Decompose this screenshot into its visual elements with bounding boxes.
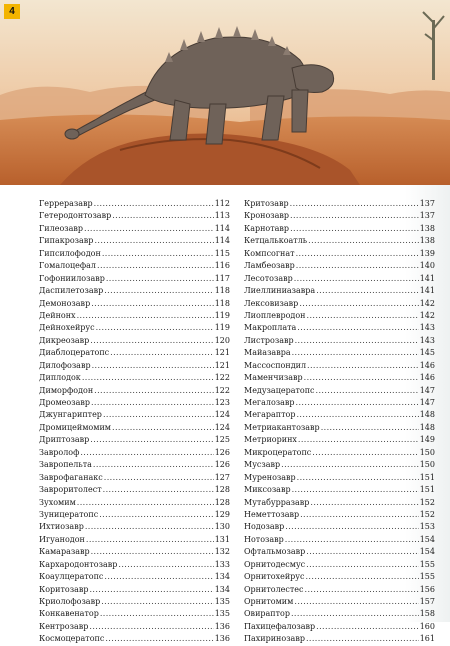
entry-page: 133 xyxy=(214,559,230,569)
entry-name: Метриакантозавр xyxy=(244,422,320,432)
entry-page: 137 xyxy=(419,211,435,221)
entry-page: 146 xyxy=(419,373,435,383)
index-entry xyxy=(39,397,230,409)
index-entry xyxy=(244,223,435,235)
dot-leader xyxy=(298,434,419,446)
index-entry xyxy=(244,571,435,583)
page-number-badge: 4 xyxy=(4,4,20,19)
index-entry xyxy=(39,347,230,359)
entry-page: 139 xyxy=(419,248,435,258)
entry-page: 128 xyxy=(214,485,230,495)
entry-page: 161 xyxy=(419,634,435,644)
dot-leader xyxy=(292,484,419,496)
entry-name: Офтальмозавр xyxy=(244,547,306,557)
entry-page: 138 xyxy=(419,223,435,233)
entry-name: Герреразавр xyxy=(39,199,93,208)
index-entry xyxy=(39,260,230,272)
entry-page: 158 xyxy=(419,609,435,619)
entry-name: Лесотозавр xyxy=(244,273,293,283)
index-entry xyxy=(244,385,435,397)
entry-name: Игуанодон xyxy=(39,534,85,544)
entry-page: 148 xyxy=(419,410,435,420)
entry-page: 127 xyxy=(214,472,230,482)
entry-name: Криолофозавр xyxy=(39,597,101,606)
dot-leader xyxy=(297,322,418,334)
dot-leader xyxy=(294,273,419,285)
dot-leader xyxy=(97,260,214,272)
entry-page: 124 xyxy=(214,422,230,432)
entry-name: Космоцератопс xyxy=(39,634,105,644)
index-column-right xyxy=(244,198,435,646)
entry-name: Диморфодон xyxy=(39,385,94,395)
index-entry xyxy=(39,322,230,334)
index-entry xyxy=(244,397,435,409)
index-entry xyxy=(244,372,435,384)
entry-page: 115 xyxy=(214,248,230,258)
dot-leader xyxy=(307,310,419,322)
index-entry xyxy=(244,633,435,645)
dot-leader xyxy=(294,596,418,608)
entry-name: Гетеродонтозавр xyxy=(39,211,112,221)
index-entry xyxy=(39,434,230,446)
entry-page: 136 xyxy=(214,634,230,644)
dot-leader xyxy=(90,434,213,446)
index-entry xyxy=(244,546,435,558)
dot-leader xyxy=(89,584,213,596)
entry-page: 130 xyxy=(214,522,230,532)
entry-page: 118 xyxy=(214,298,230,308)
entry-page: 126 xyxy=(214,447,230,457)
entry-name: Зухомим xyxy=(39,497,76,507)
dot-leader xyxy=(306,633,419,645)
index-column-left xyxy=(39,198,230,646)
index-entry xyxy=(244,434,435,446)
entry-page: 123 xyxy=(214,398,230,407)
dot-leader xyxy=(101,596,214,608)
entry-name: Массоспондил xyxy=(244,360,307,370)
dot-leader xyxy=(84,223,214,235)
index-entry xyxy=(244,360,435,372)
index-entry xyxy=(39,546,230,558)
index-entry xyxy=(244,521,435,533)
dot-leader xyxy=(93,459,214,471)
index-entry xyxy=(39,497,230,509)
entry-page: 112 xyxy=(214,199,230,208)
index-entry xyxy=(39,298,230,310)
entry-name: Диплодок xyxy=(39,373,81,383)
index-entry xyxy=(244,608,435,620)
entry-page: 150 xyxy=(419,460,435,470)
entry-name: Гомалоцефал xyxy=(39,261,96,271)
index-entry xyxy=(244,584,435,596)
entry-name: Гилеозавр xyxy=(39,223,84,233)
entry-page: 125 xyxy=(214,435,230,445)
entry-name: Завропельта xyxy=(39,460,92,470)
index-entry xyxy=(244,310,435,322)
entry-name: Орнитомим xyxy=(244,597,294,606)
entry-page: 132 xyxy=(214,547,230,557)
dot-leader xyxy=(91,298,214,310)
entry-name: Мегалозавр xyxy=(244,398,295,407)
dot-leader xyxy=(104,571,213,583)
entry-page: 149 xyxy=(419,435,435,445)
index-entry xyxy=(39,273,230,285)
index-entry xyxy=(39,198,230,210)
entry-name: Зуницератопс xyxy=(39,509,99,519)
index-entry xyxy=(244,447,435,459)
entry-page: 122 xyxy=(214,385,230,395)
dot-leader xyxy=(291,608,419,620)
dot-leader xyxy=(308,235,419,247)
index-entry xyxy=(39,385,230,397)
entry-name: Кархародонтозавр xyxy=(39,559,118,569)
entry-name: Мусзавр xyxy=(244,460,281,470)
entry-page: 154 xyxy=(419,534,435,544)
index-entry xyxy=(39,621,230,633)
entry-page: 153 xyxy=(419,522,435,532)
entry-name: Камаразавр xyxy=(39,547,90,557)
index-entry xyxy=(39,584,230,596)
index-entry xyxy=(244,422,435,434)
entry-page: 146 xyxy=(419,360,435,370)
index-entry xyxy=(39,459,230,471)
dot-leader xyxy=(100,608,214,620)
dot-leader xyxy=(300,509,419,521)
dot-leader xyxy=(296,409,418,421)
entry-name: Завролоф xyxy=(39,447,80,457)
dot-leader xyxy=(110,347,214,359)
entry-name: Орнитолестес xyxy=(244,584,304,594)
entry-page: 155 xyxy=(419,572,435,582)
entry-page: 135 xyxy=(214,597,230,606)
entry-page: 117 xyxy=(214,273,230,283)
dot-leader xyxy=(321,422,419,434)
index-entry xyxy=(244,347,435,359)
entry-name: Микроцератопс xyxy=(244,447,312,457)
entry-name: Нотозавр xyxy=(244,534,284,544)
dot-leader xyxy=(106,273,214,285)
index-entry xyxy=(244,409,435,421)
entry-name: Медузацератопс xyxy=(244,385,315,395)
index-entry xyxy=(244,260,435,272)
index-entry xyxy=(39,608,230,620)
dot-leader xyxy=(285,534,419,546)
dot-leader xyxy=(112,210,214,222)
entry-name: Демонозавр xyxy=(39,298,91,308)
entry-page: 114 xyxy=(214,223,230,233)
entry-page: 121 xyxy=(214,348,230,358)
dot-leader xyxy=(89,621,213,633)
index-entry xyxy=(39,335,230,347)
entry-page: 141 xyxy=(419,286,435,296)
index-entry xyxy=(39,360,230,372)
entry-name: Мутабурразавр xyxy=(244,497,310,507)
index-entry xyxy=(39,447,230,459)
index-entry xyxy=(39,409,230,421)
index-entry xyxy=(244,198,435,210)
index-entry xyxy=(244,497,435,509)
index-entry xyxy=(39,571,230,583)
entry-name: Кетцалькоатль xyxy=(244,236,308,246)
entry-name: Листрозавр xyxy=(244,335,294,345)
index-entry xyxy=(39,559,230,571)
dot-leader xyxy=(103,409,214,421)
entry-page: 160 xyxy=(419,621,435,631)
entry-name: Критозавр xyxy=(244,199,289,208)
entry-page: 143 xyxy=(419,323,435,333)
entry-page: 120 xyxy=(214,335,230,345)
entry-page: 119 xyxy=(214,310,230,320)
entry-name: Заврофаганакс xyxy=(39,472,103,482)
dot-leader xyxy=(105,633,213,645)
entry-name: Макроплата xyxy=(244,323,297,333)
dot-leader xyxy=(292,347,419,359)
dot-leader xyxy=(91,397,214,409)
entry-name: Нодозавр xyxy=(244,522,285,532)
entry-page: 155 xyxy=(419,559,435,569)
entry-page: 124 xyxy=(214,410,230,420)
dot-leader xyxy=(94,235,213,247)
dot-leader xyxy=(310,497,418,509)
dot-leader xyxy=(90,335,213,347)
entry-page: 138 xyxy=(419,236,435,246)
index-entry xyxy=(39,422,230,434)
entry-name: Дикреозавр xyxy=(39,335,90,345)
entry-name: Дейнонх xyxy=(39,310,76,320)
dot-leader xyxy=(77,497,214,509)
index-entry xyxy=(244,235,435,247)
entry-name: Карнотавр xyxy=(244,223,290,233)
entry-name: Метриоринх xyxy=(244,435,297,445)
index-entry xyxy=(39,223,230,235)
dinosaur-index xyxy=(0,185,450,644)
entry-page: 142 xyxy=(419,310,435,320)
dot-leader xyxy=(85,521,214,533)
entry-name: Дейнохейрус xyxy=(39,323,95,333)
index-entry xyxy=(39,534,230,546)
entry-name: Орнитодесмус xyxy=(244,559,306,569)
entry-name: Овираптор xyxy=(244,609,290,619)
entry-page: 131 xyxy=(214,534,230,544)
dot-leader xyxy=(281,459,419,471)
index-entry xyxy=(244,472,435,484)
index-entry xyxy=(244,559,435,571)
dot-leader xyxy=(104,285,213,297)
dot-leader xyxy=(290,198,419,210)
dot-leader xyxy=(94,198,214,210)
entry-page: 148 xyxy=(419,422,435,432)
index-entry xyxy=(244,248,435,260)
dot-leader xyxy=(104,472,214,484)
entry-name: Неметтозавр xyxy=(244,509,300,519)
entry-name: Даспилетозавр xyxy=(39,286,104,296)
dot-leader xyxy=(82,372,214,384)
dot-leader xyxy=(103,484,214,496)
index-entry xyxy=(244,335,435,347)
entry-page: 140 xyxy=(419,261,435,271)
index-entry xyxy=(39,633,230,645)
index-entry xyxy=(39,521,230,533)
entry-page: 136 xyxy=(214,621,230,631)
index-entry xyxy=(244,210,435,222)
entry-name: Ламбеозавр xyxy=(244,261,295,271)
entry-name: Гипсилофодон xyxy=(39,248,101,258)
entry-name: Лиоплевродон xyxy=(244,310,306,320)
dot-leader xyxy=(86,534,214,546)
index-entry xyxy=(244,621,435,633)
dot-leader xyxy=(94,385,214,397)
dot-leader xyxy=(96,322,214,334)
dot-leader xyxy=(290,210,419,222)
dot-leader xyxy=(80,447,213,459)
index-entry xyxy=(39,372,230,384)
index-entry xyxy=(244,484,435,496)
index-entry xyxy=(39,310,230,322)
entry-page: 157 xyxy=(419,597,435,606)
entry-name: Мегараптор xyxy=(244,410,296,420)
dot-leader xyxy=(296,397,419,409)
index-entry xyxy=(39,472,230,484)
entry-name: Завроритолест xyxy=(39,485,102,495)
dot-leader xyxy=(295,335,419,347)
dot-leader xyxy=(304,372,419,384)
entry-page: 145 xyxy=(419,348,435,358)
entry-name: Муренозавр xyxy=(244,472,296,482)
entry-page: 151 xyxy=(419,472,435,482)
entry-page: 134 xyxy=(214,584,230,594)
entry-name: Дриптозавр xyxy=(39,435,90,445)
entry-page: 114 xyxy=(214,236,230,246)
index-entry xyxy=(244,534,435,546)
entry-name: Пахицефалозавр xyxy=(244,621,316,631)
dot-leader xyxy=(118,559,213,571)
entry-page: 135 xyxy=(214,609,230,619)
dot-leader xyxy=(305,571,418,583)
entry-name: Лиеллиниазавра xyxy=(244,286,316,296)
entry-page: 134 xyxy=(214,572,230,582)
index-entry xyxy=(39,248,230,260)
entry-page: 121 xyxy=(214,360,230,370)
entry-name: Орнитохейрус xyxy=(244,572,305,582)
entry-page: 118 xyxy=(214,286,230,296)
entry-name: Джунгариптер xyxy=(39,410,102,420)
index-entry xyxy=(39,484,230,496)
dot-leader xyxy=(306,559,419,571)
index-entry xyxy=(244,285,435,297)
dot-leader xyxy=(305,584,419,596)
dot-leader xyxy=(316,621,419,633)
dot-leader xyxy=(316,285,419,297)
index-entry xyxy=(39,285,230,297)
entry-name: Лексовизавр xyxy=(244,298,299,308)
entry-page: 151 xyxy=(419,485,435,495)
index-entry xyxy=(39,596,230,608)
dot-leader xyxy=(285,521,418,533)
entry-page: 154 xyxy=(419,547,435,557)
index-entry xyxy=(244,509,435,521)
entry-page: 156 xyxy=(419,584,435,594)
dot-leader xyxy=(306,546,418,558)
dinosaur-illustration xyxy=(0,0,450,185)
entry-name: Майазавра xyxy=(244,348,291,358)
entry-page: 129 xyxy=(214,509,230,519)
entry-name: Кентрозавр xyxy=(39,621,89,631)
entry-page: 142 xyxy=(419,298,435,308)
entry-page: 143 xyxy=(419,335,435,345)
entry-page: 137 xyxy=(419,199,435,208)
entry-name: Ихтиозавр xyxy=(39,522,84,532)
dot-leader xyxy=(91,546,214,558)
entry-page: 147 xyxy=(419,398,435,407)
entry-name: Дромеозавр xyxy=(39,398,90,407)
entry-page: 119 xyxy=(214,323,230,333)
entry-page: 128 xyxy=(214,497,230,507)
index-entry xyxy=(244,273,435,285)
dot-leader xyxy=(316,385,419,397)
entry-name: Маменчизавр xyxy=(244,373,303,383)
entry-page: 150 xyxy=(419,447,435,457)
entry-page: 152 xyxy=(419,509,435,519)
index-entry xyxy=(39,235,230,247)
dot-leader xyxy=(102,248,214,260)
entry-name: Гипакрозавр xyxy=(39,236,94,246)
dot-leader xyxy=(297,472,419,484)
entry-page: 126 xyxy=(214,460,230,470)
entry-name: Кронозавр xyxy=(244,211,290,221)
entry-page: 147 xyxy=(419,385,435,395)
dot-leader xyxy=(307,360,419,372)
entry-name: Конкавенатор xyxy=(39,609,99,619)
entry-page: 113 xyxy=(214,211,230,221)
entry-page: 141 xyxy=(419,273,435,283)
index-entry xyxy=(39,509,230,521)
entry-name: Миксозавр xyxy=(244,485,291,495)
entry-name: Диаблоцератопс xyxy=(39,348,110,358)
entry-page: 116 xyxy=(214,261,230,271)
entry-page: 122 xyxy=(214,373,230,383)
dot-leader xyxy=(77,310,214,322)
entry-name: Коаулцератопс xyxy=(39,572,104,582)
entry-page: 152 xyxy=(419,497,435,507)
index-entry xyxy=(244,459,435,471)
dot-leader xyxy=(112,422,214,434)
entry-name: Дилофозавр xyxy=(39,360,91,370)
entry-name: Дромицеймомим xyxy=(39,422,112,432)
entry-name: Компсогнат xyxy=(244,248,295,258)
dot-leader xyxy=(296,260,419,272)
index-entry xyxy=(244,322,435,334)
index-entry xyxy=(244,596,435,608)
dot-leader xyxy=(99,509,214,521)
dot-leader xyxy=(312,447,418,459)
entry-name: Коритозавр xyxy=(39,584,89,594)
entry-name: Пахиринозавр xyxy=(244,634,305,644)
dot-leader xyxy=(290,223,419,235)
index-entry xyxy=(39,210,230,222)
dot-leader xyxy=(92,360,214,372)
entry-name: Гофониилозавр xyxy=(39,273,105,283)
dot-leader xyxy=(296,248,419,260)
index-entry xyxy=(244,298,435,310)
dot-leader xyxy=(299,298,418,310)
